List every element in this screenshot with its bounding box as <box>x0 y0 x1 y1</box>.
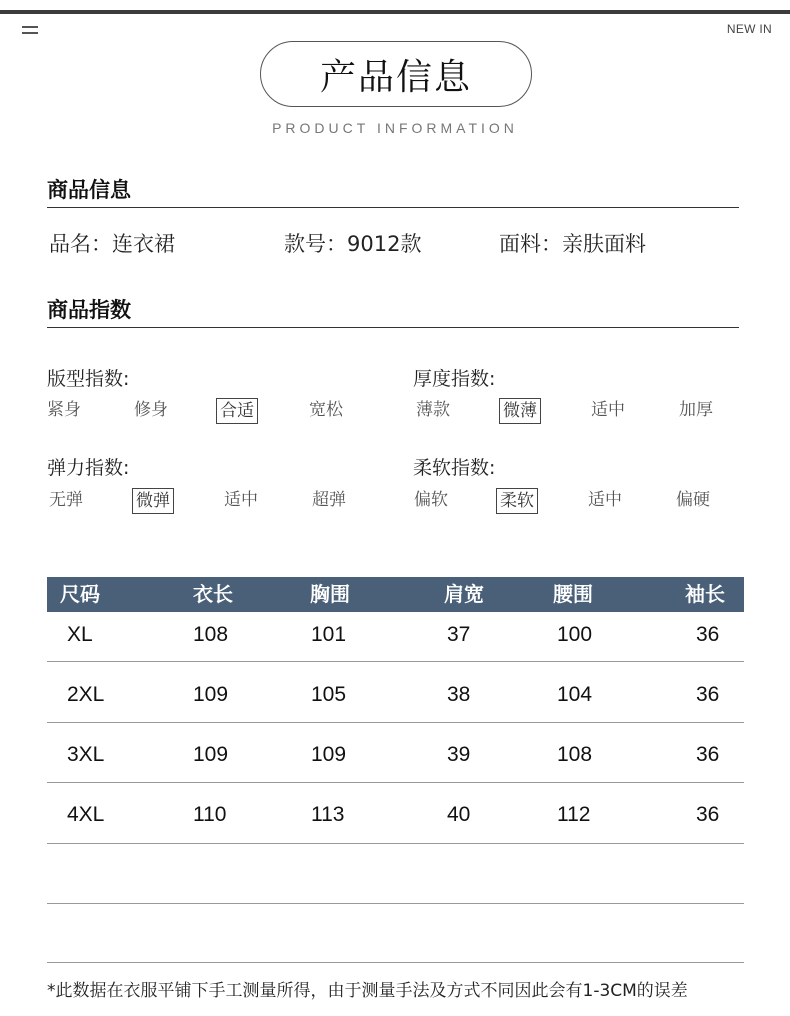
product-name: 品名：连衣裙 <box>49 232 175 256</box>
sleeve-cell: 36 <box>696 803 720 826</box>
fit-option: 宽松 <box>309 400 343 420</box>
chest-cell: 101 <box>311 623 347 646</box>
length-cell: 109 <box>193 683 229 706</box>
softness-index-label: 柔软指数: <box>413 457 496 479</box>
column-header: 肩宽 <box>444 582 484 606</box>
elasticity-option: 无弹 <box>49 490 83 510</box>
column-header: 腰围 <box>553 582 593 606</box>
size-cell: 2XL <box>67 683 105 706</box>
sleeve-cell: 36 <box>696 683 720 706</box>
size-cell: 4XL <box>67 803 105 826</box>
section-divider <box>47 207 739 208</box>
page-subtitle: PRODUCT INFORMATION <box>272 120 518 136</box>
row-divider <box>47 962 744 963</box>
product-model: 款号：9012款 <box>284 232 422 256</box>
softness-option-selected: 柔软 <box>496 488 538 514</box>
length-cell: 110 <box>193 803 227 826</box>
column-header: 袖长 <box>685 582 725 606</box>
row-divider <box>47 722 744 723</box>
softness-option: 偏软 <box>414 490 448 510</box>
row-divider <box>47 782 744 783</box>
column-header: 尺码 <box>60 582 100 606</box>
size-table-header <box>47 577 744 612</box>
sleeve-cell: 36 <box>696 743 720 766</box>
product-indices-heading: 商品指数 <box>47 298 131 322</box>
measurement-footnote: *此数据在衣服平铺下手工测量所得，由于测量手法及方式不同因此会有1-3CM的误差 <box>47 981 688 1001</box>
top-bar <box>0 10 790 14</box>
length-cell: 108 <box>193 623 229 646</box>
shoulder-cell: 40 <box>447 803 471 826</box>
page-title: 产品信息 <box>260 41 532 107</box>
fit-option: 紧身 <box>47 400 81 420</box>
elasticity-index-label: 弹力指数: <box>47 457 130 479</box>
thickness-option: 薄款 <box>416 400 450 420</box>
fit-option: 修身 <box>134 400 168 420</box>
elasticity-option: 超弹 <box>312 490 346 510</box>
chest-cell: 113 <box>311 803 345 826</box>
section-divider <box>47 327 739 328</box>
softness-option: 适中 <box>588 490 622 510</box>
thickness-option-selected: 微薄 <box>499 398 541 424</box>
product-fabric: 面料：亲肤面料 <box>499 232 646 256</box>
fit-index-label: 版型指数: <box>47 368 130 390</box>
thickness-index-label: 厚度指数: <box>413 368 496 390</box>
size-cell: XL <box>67 623 93 646</box>
elasticity-option-selected: 微弹 <box>132 488 174 514</box>
column-header: 衣长 <box>193 582 233 606</box>
chest-cell: 105 <box>311 683 347 706</box>
column-header: 胸围 <box>310 582 350 606</box>
menu-icon[interactable] <box>22 26 38 36</box>
row-divider <box>47 661 744 662</box>
waist-cell: 100 <box>557 623 593 646</box>
shoulder-cell: 39 <box>447 743 471 766</box>
length-cell: 109 <box>193 743 229 766</box>
size-cell: 3XL <box>67 743 105 766</box>
thickness-option: 加厚 <box>679 400 713 420</box>
new-in-label: NEW IN <box>726 22 772 36</box>
fit-option-selected: 合适 <box>216 398 258 424</box>
elasticity-option: 适中 <box>224 490 258 510</box>
waist-cell: 104 <box>557 683 593 706</box>
row-divider <box>47 843 744 844</box>
sleeve-cell: 36 <box>696 623 720 646</box>
shoulder-cell: 38 <box>447 683 471 706</box>
chest-cell: 109 <box>311 743 347 766</box>
waist-cell: 108 <box>557 743 593 766</box>
waist-cell: 112 <box>557 803 591 826</box>
product-info-heading: 商品信息 <box>47 178 131 202</box>
softness-option: 偏硬 <box>676 490 710 510</box>
shoulder-cell: 37 <box>447 623 471 646</box>
thickness-option: 适中 <box>591 400 625 420</box>
row-divider <box>47 903 744 904</box>
